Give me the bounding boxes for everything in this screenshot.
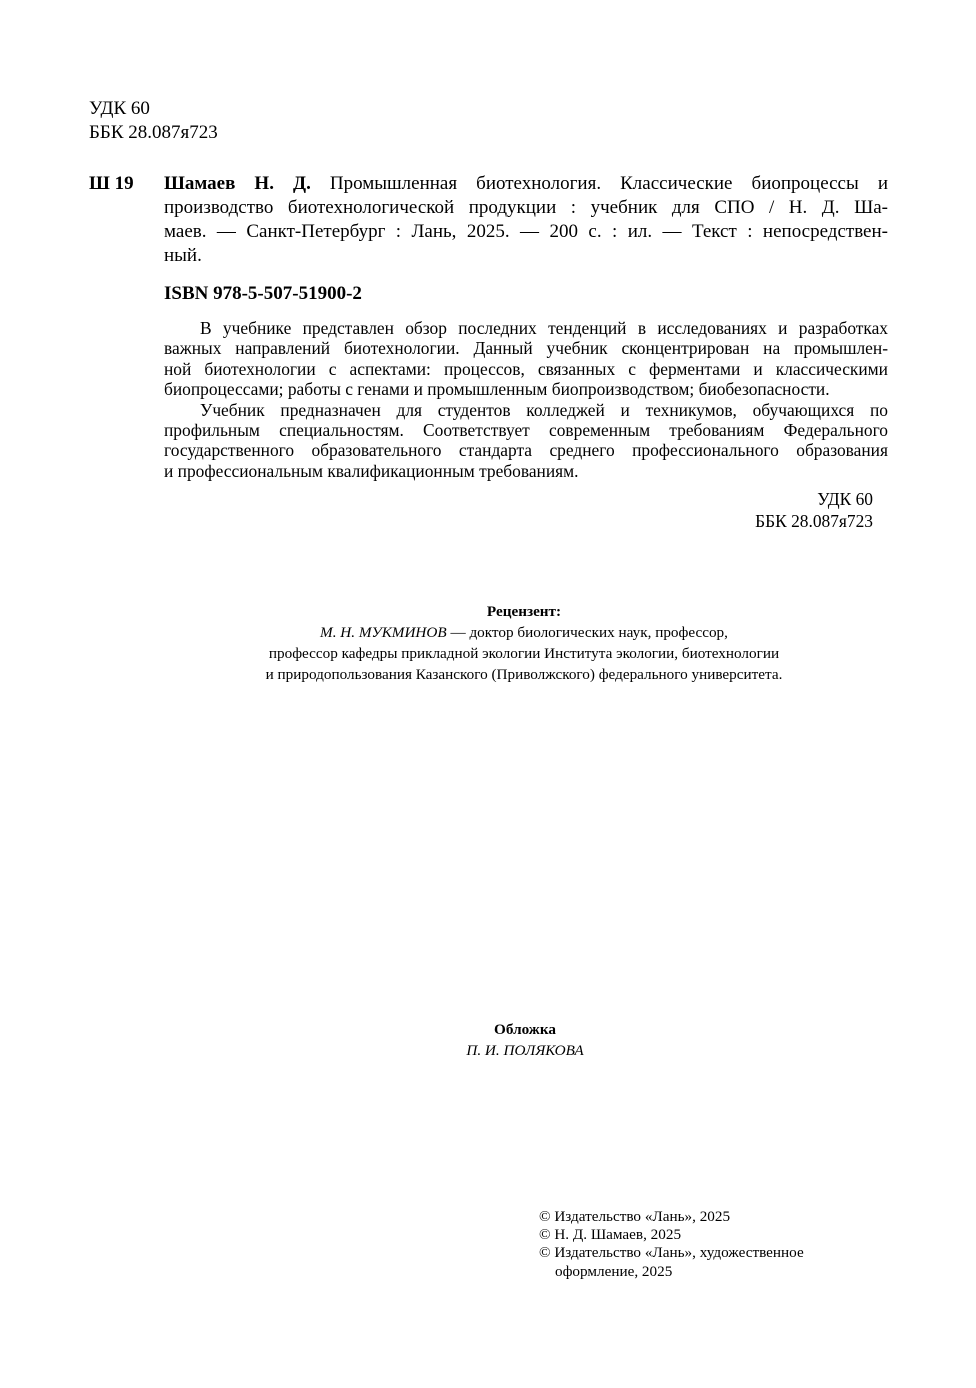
abstract-line: важных направлений биотехнологии. Данный учебник сконцентрирован на промышлен- xyxy=(164,338,888,359)
abstract-line: биопроцессами; работы с генами и промышленным биопроизводством; биобезопасности. xyxy=(164,379,830,400)
bib-line-1 xyxy=(164,172,888,196)
classification-header xyxy=(89,97,218,145)
isbn: ISBN 978-5-507-51900-2 xyxy=(164,283,362,304)
reviewer-line-2: профессор кафедры прикладной экологии Института экологии, биотехнологии xyxy=(268,645,780,662)
copyright-line: © Издательство «Лань», 2025 xyxy=(539,1208,731,1225)
abstract-line: профильным специальностям. Соответствует современным требованиям Федерального xyxy=(164,420,888,441)
abstract xyxy=(164,318,888,481)
abstract-line: ной биотехнологии с аспектами: процессов, связанных с ферментами и классическими xyxy=(164,358,888,379)
reviewer-line-3: и природопользования Казанского (Приволжского) федерального университета. xyxy=(265,666,783,683)
reviewer-credentials: — доктор биологических наук, профессор, xyxy=(446,624,728,641)
bib-title: Промышленная биотехнология. Классические биопроцессы и xyxy=(310,173,888,194)
reviewer-line-1 xyxy=(200,622,848,643)
bbk-code-right: ББК 28.087я723 xyxy=(755,511,873,531)
bib-author: Шамаев Н. Д. xyxy=(164,173,311,194)
author-mark: Ш 19 xyxy=(89,173,134,194)
copyright-line: © Н. Д. Шамаев, 2025 xyxy=(539,1226,682,1244)
udk-code-right: УДК 60 xyxy=(817,489,873,509)
cover-heading: Обложка xyxy=(494,1021,556,1038)
abstract-line: государственного образовательного стандарта среднего профессионального образования xyxy=(164,440,888,461)
reviewer-heading: Рецензент: xyxy=(486,603,562,620)
bibliographic-description xyxy=(164,172,888,268)
copyright-block xyxy=(539,1208,804,1281)
udk-code: УДК 60 xyxy=(89,98,150,119)
copyright-line: © Издательство «Лань», художественное xyxy=(539,1244,804,1262)
abstract-line: Учебник предназначен для студентов колледжей и техникумов, обучающихся по xyxy=(200,399,888,420)
abstract-line: В учебнике представлен обзор последних тенденций в исследованиях и разработках xyxy=(200,318,888,338)
bib-line-4: ный. xyxy=(164,245,202,266)
reviewer-block xyxy=(200,601,848,685)
reviewer-name: М. Н. МУКМИНОВ xyxy=(320,624,447,641)
classification-right xyxy=(620,488,873,532)
copyright-line: оформление, 2025 xyxy=(555,1262,673,1280)
bib-line-2: производство биотехнологической продукции : учебник для СПО / Н. Д. Ша- xyxy=(164,197,888,218)
cover-credit xyxy=(300,1019,750,1061)
bbk-code: ББК 28.087я723 xyxy=(89,122,218,143)
abstract-line: и профессиональным квалификационным требованиям. xyxy=(164,460,579,481)
cover-designer: П. И. ПОЛЯКОВА xyxy=(466,1042,584,1059)
bib-line-3: маев. — Санкт-Петербург : Лань, 2025. — 200 с. : ил. — Текст : непосредствен- xyxy=(164,221,888,242)
